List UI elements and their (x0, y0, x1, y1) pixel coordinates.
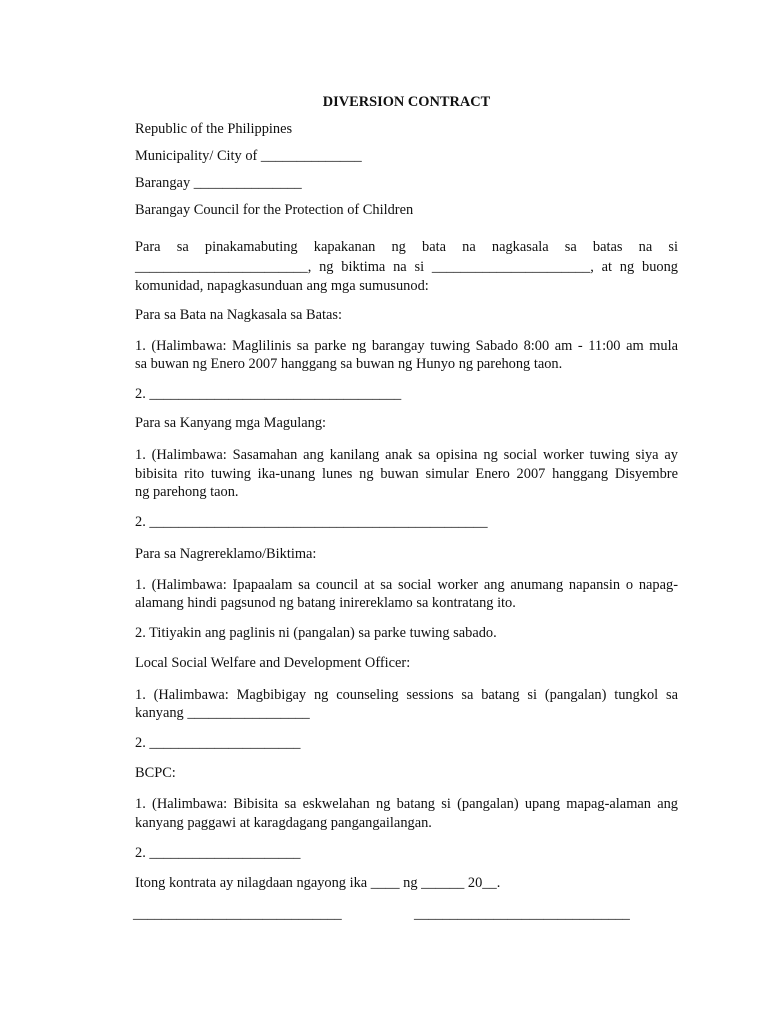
signature-line-left: _____________________________ (133, 906, 342, 922)
parents-item-1-line-1: 1. (Halimbawa: Sasamahan ang kanilang anak sa opisina ng social worker tuwing siya ay (135, 447, 678, 463)
victim-item-1-line-2: alamang hindi pagsunod ng batang inirereklamo sa kontratang ito. (135, 595, 516, 611)
parents-item-1-line-2: bibisita rito tuwing ika-unang lunes ng buwan simular Enero 2007 hanggang Disyembre (135, 466, 678, 482)
victim-heading: Para sa Nagrereklamo/Biktima: (135, 546, 317, 562)
bcpc-item-1-line-2: kanyang paggawi at karagdagang pangangailangan. (135, 815, 432, 831)
bcpc-item-1-line-1: 1. (Halimbawa: Bibisita sa eskwelahan ng batang si (pangalan) upang mapag-alaman ang (135, 796, 678, 812)
intro-line-2: ________________________, ng biktima na si ______________________, at ng buong (135, 259, 678, 275)
council-line: Barangay Council for the Protection of Children (135, 202, 414, 218)
bcpc-heading: BCPC: (135, 765, 176, 781)
lswdo-item-1-line-2: kanyang _________________ (135, 705, 310, 721)
intro-line-3: komunidad, napagkasunduan ang mga sumusunod: (135, 278, 429, 294)
document-title: DIVERSION CONTRACT (322, 94, 491, 110)
signature-line-right: ______________________________ (414, 906, 630, 922)
closing-line: Itong kontrata ay nilagdaan ngayong ika ____ ng ______ 20__. (135, 875, 501, 891)
child-heading: Para sa Bata na Nagkasala sa Batas: (135, 307, 342, 323)
intro-line-1: Para sa pinakamabuting kapakanan ng bata na nagkasala sa batas na si (135, 239, 678, 255)
municipality-line: Municipality/ City of ______________ (135, 148, 362, 164)
parents-item-2: 2. _______________________________________________ (135, 514, 488, 530)
lswdo-item-2: 2. _____________________ (135, 735, 301, 751)
republic-line: Republic of the Philippines (135, 121, 293, 137)
child-item-1-line-1: 1. (Halimbawa: Maglilinis sa parke ng barangay tuwing Sabado 8:00 am - 11:00 am mula (135, 338, 678, 354)
child-item-2: 2. ___________________________________ (135, 386, 402, 402)
bcpc-item-2: 2. _____________________ (135, 845, 301, 861)
child-item-1-line-2: sa buwan ng Enero 2007 hanggang sa buwan ng Hunyo ng parehong taon. (135, 356, 563, 372)
victim-item-1-line-1: 1. (Halimbawa: Ipapaalam sa council at sa social worker ang anumang napansin o napag- (135, 577, 678, 593)
victim-item-2: 2. Titiyakin ang paglinis ni (pangalan) sa parke tuwing sabado. (135, 625, 497, 641)
lswdo-item-1-line-1: 1. (Halimbawa: Magbibigay ng counseling sessions sa batang si (pangalan) tungkol sa (135, 687, 678, 703)
barangay-line: Barangay _______________ (135, 175, 302, 191)
parents-heading: Para sa Kanyang mga Magulang: (135, 415, 327, 431)
parents-item-1-line-3: ng parehong taon. (135, 484, 239, 500)
lswdo-heading: Local Social Welfare and Development Officer: (135, 655, 411, 671)
